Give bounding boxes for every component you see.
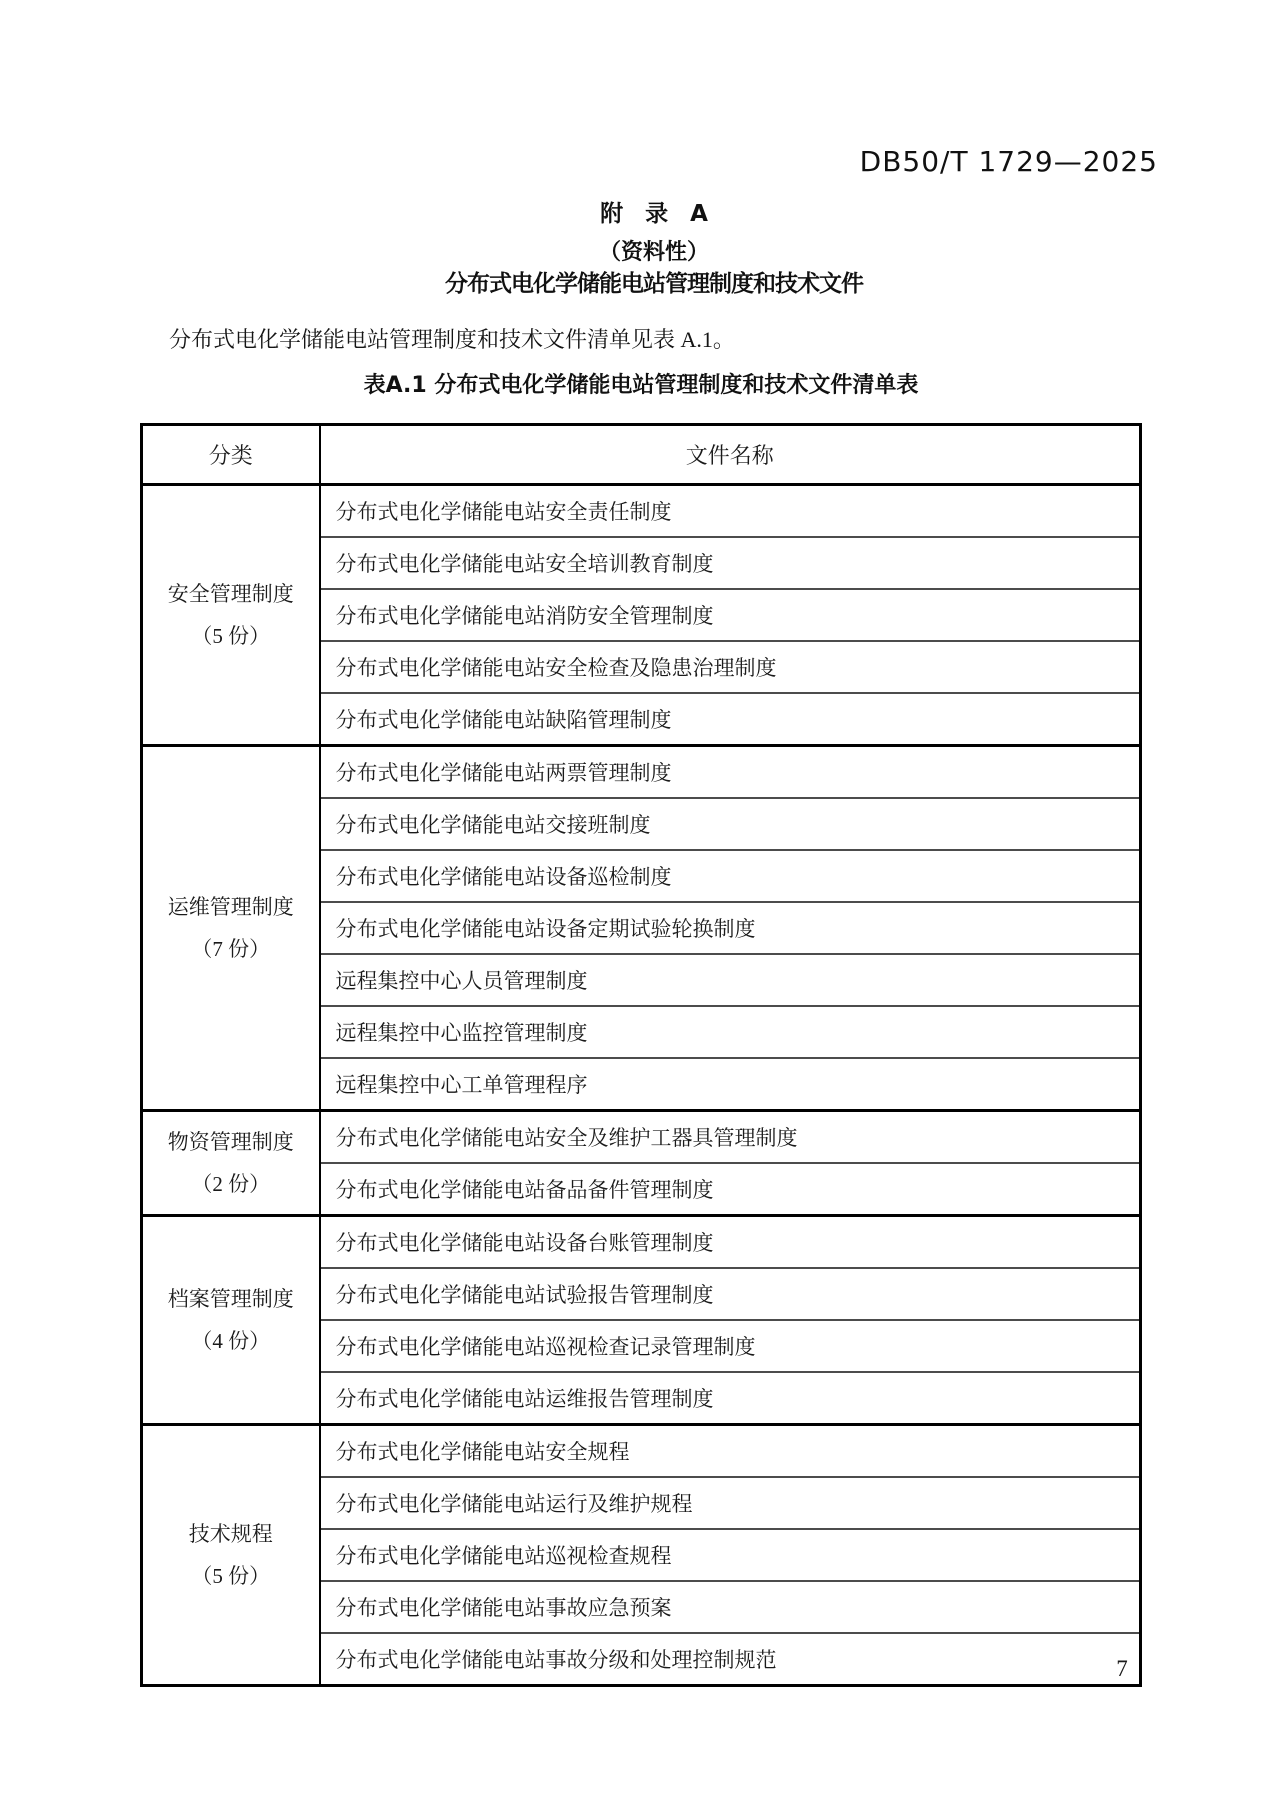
file-cell: 分布式电化学储能电站巡视检查记录管理制度 — [320, 1320, 1141, 1372]
file-cell: 分布式电化学储能电站安全责任制度 — [320, 485, 1141, 538]
file-cell: 分布式电化学储能电站设备定期试验轮换制度 — [320, 902, 1141, 954]
category-count: （2 份） — [191, 1172, 271, 1196]
table-caption: 表A.1 分布式电化学储能电站管理制度和技术文件清单表 — [363, 373, 919, 398]
file-cell: 分布式电化学储能电站运维报告管理制度 — [320, 1372, 1141, 1425]
table-row — [142, 1425, 1141, 1478]
standard-code: DB50/T 1729—2025 — [859, 145, 1158, 178]
table-row — [142, 746, 1141, 799]
category-count: （5 份） — [191, 1564, 271, 1588]
file-cell: 分布式电化学储能电站缺陷管理制度 — [320, 693, 1141, 746]
category-name: 运维管理制度 — [167, 895, 294, 919]
file-cell: 分布式电化学储能电站巡视检查规程 — [320, 1529, 1141, 1581]
annex-heading: 分布式电化学储能电站管理制度和技术文件 — [445, 271, 863, 297]
column-header-category: 分类 — [142, 425, 320, 485]
file-cell: 分布式电化学储能电站安全规程 — [320, 1425, 1141, 1478]
category-name: 技术规程 — [188, 1522, 273, 1546]
category-cell — [142, 746, 320, 1111]
file-cell: 分布式电化学储能电站安全及维护工器具管理制度 — [320, 1111, 1141, 1164]
table-header-row — [142, 425, 1141, 485]
category-name: 安全管理制度 — [167, 582, 294, 606]
category-cell — [142, 485, 320, 746]
table-row — [142, 1111, 1141, 1164]
file-cell: 远程集控中心工单管理程序 — [320, 1058, 1141, 1111]
category-count: （5 份） — [191, 624, 271, 648]
page-number: 7 — [1116, 1656, 1128, 1681]
documents-table — [140, 423, 1142, 1687]
annex-subtitle: （资料性） — [598, 240, 709, 265]
category-name: 物资管理制度 — [167, 1130, 294, 1154]
intro-paragraph: 分布式电化学储能电站管理制度和技术文件清单见表 A.1。 — [169, 327, 735, 352]
file-cell: 分布式电化学储能电站安全检查及隐患治理制度 — [320, 641, 1141, 693]
annex-title: 附 录 A — [600, 201, 708, 227]
table-row — [142, 485, 1141, 538]
file-cell: 分布式电化学储能电站试验报告管理制度 — [320, 1268, 1141, 1320]
category-cell — [142, 1216, 320, 1425]
file-cell: 远程集控中心监控管理制度 — [320, 1006, 1141, 1058]
file-cell: 分布式电化学储能电站交接班制度 — [320, 798, 1141, 850]
category-name: 档案管理制度 — [167, 1287, 294, 1311]
file-cell: 分布式电化学储能电站事故分级和处理控制规范 — [320, 1633, 1141, 1686]
table-body — [142, 485, 1141, 1686]
category-count: （7 份） — [191, 937, 271, 961]
category-cell — [142, 1111, 320, 1216]
file-cell: 分布式电化学储能电站事故应急预案 — [320, 1581, 1141, 1633]
file-cell: 分布式电化学储能电站设备巡检制度 — [320, 850, 1141, 902]
file-cell: 远程集控中心人员管理制度 — [320, 954, 1141, 1006]
table-row — [142, 1216, 1141, 1269]
file-cell: 分布式电化学储能电站备品备件管理制度 — [320, 1163, 1141, 1216]
file-cell: 分布式电化学储能电站两票管理制度 — [320, 746, 1141, 799]
file-cell: 分布式电化学储能电站设备台账管理制度 — [320, 1216, 1141, 1269]
column-header-filename: 文件名称 — [320, 425, 1141, 485]
file-cell: 分布式电化学储能电站消防安全管理制度 — [320, 589, 1141, 641]
file-cell: 分布式电化学储能电站安全培训教育制度 — [320, 537, 1141, 589]
category-cell — [142, 1425, 320, 1686]
file-cell: 分布式电化学储能电站运行及维护规程 — [320, 1477, 1141, 1529]
category-count: （4 份） — [191, 1329, 271, 1353]
